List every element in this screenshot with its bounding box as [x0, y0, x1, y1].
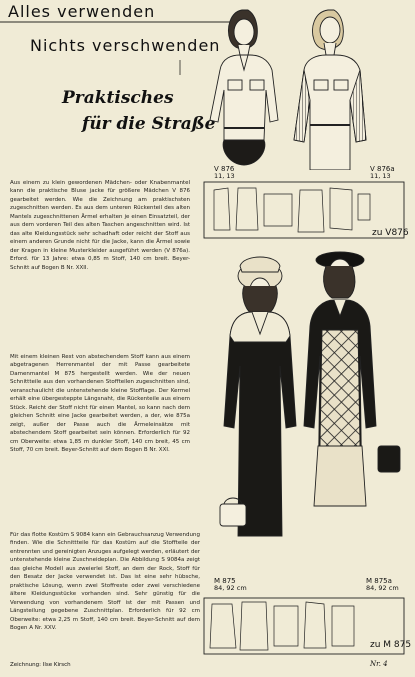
illustrator-credit: Zeichnung: Ilse Kirsch: [10, 662, 71, 668]
title-line-1: Praktisches: [62, 88, 174, 108]
figure-v876a: [294, 10, 366, 170]
text-block-3: Für das flotte Kostüm S 9084 kann ein Gebrauchsanzug Verwendung finden. Wie die Schnittteile für das Kostüm auf die Stoffteile der entrennten und gereinigten Anzuges aufgelegt werden, erläutert der untenstehende kleine Zuschneideplan. Die Abbildung S 9084a zeigt das gleiche Modell aus zweierlei Stoff, an dem der Rock, Stoff für den Besatz der Jacke verwendet ist. Das ist eine sehr hübsche, praktische Lösung, wenn zwei Stoffreste oder zwei verschiedene ältere Kleidungsstücke vorhanden sind. Sehr günstig für die Verwendung von vorhandenem Stoff ist der mit Passen und Längsteilung gegebene Zuschnittplan. Erforderlich für 92 cm Oberweite: etwa 2,25 m Stoff, 140 cm breit. Beyer-Schnitt auf dem Bogen A Nr. XXV.: [10, 532, 200, 631]
illustration-blouses: [200, 0, 410, 170]
label-m875: M 875 84, 92 cm: [214, 577, 247, 592]
text-block-2: Mit einem kleinen Rest von abstechendem Stoff kann aus einem abgetragenen Herrenmantel der mit Passe gearbeitete Damenmantel M 875 hergestellt werden. Wie der neuen Schnittteile aus den vorhandenen Stoffteilen zugeschnitten sind, veranschaulicht die untenstehende kleine Stofflage. Der Kermel erhält eine übergesteppte Längsnaht, die Rückenteile aus einem Stück. Reicht der Stoff nicht für einen Mantel, so kann nach dem gleichen Schnitt eine Jacke gearbeitet werden, a der, wie 875a zeigt, außer der Passe auch die Ärmeleinsätze mit abstechendem Stoff gearbeitet sein können. Erforderlich für 92 cm Oberweite: etwa 1,85 m dunkler Stoff, 140 cm breit, 45 cm Stoff, 70 cm breit. Beyer-Schnitt auf dem Bogen B Nr. XXI.: [10, 354, 190, 453]
label-v876a: V 876a 11, 13: [370, 165, 395, 180]
figure-v876: [210, 10, 278, 165]
zoom-label-top: zu V876: [372, 228, 409, 238]
header-line-2: Nichts verschwenden: [30, 36, 221, 55]
text-block-1: Aus einem zu klein gewordenen Mädchen- oder Knabenmantel kann die praktische Bluse jacke für größere Mädchen V 876 gearbeitet werden. Wie die Zeichnung am praktischsten zugeschnitten werden. Es aus dem unteren Rückenteil des alten Mantels zugeschnittenen Ärmel erhalten je einen Einsatzteil, der aus dem vorderen Teil des alten Taschen angeschnitten wird. Ist das alte Kleidungsstück sehr schadhaft oder reicht der Stoff aus einem anderen Grunde nicht für die Jacke, kann die Ärmel sowie der Kragen in kleine Musterkleider ausgeführt werden (V 876a). Erford. für 13 Jahre: etwa 0,85 m Stoff, 140 cm breit. Beyer-Schnitt auf Bogen B Nr. XXII.: [10, 180, 190, 271]
page-number: Nr. 4: [370, 660, 388, 668]
figure-m875: [220, 257, 296, 536]
header-line-1: Alles verwenden: [8, 2, 156, 21]
label-v876: V 876 11, 13: [214, 165, 235, 180]
zoom-label-bottom: zu M 875: [370, 640, 412, 650]
figure-m875a: [304, 252, 400, 506]
label-m875a: M 875a 84, 92 cm: [366, 577, 399, 592]
title-line-2: für die Straße: [82, 114, 216, 134]
illustration-coats: [200, 246, 410, 546]
